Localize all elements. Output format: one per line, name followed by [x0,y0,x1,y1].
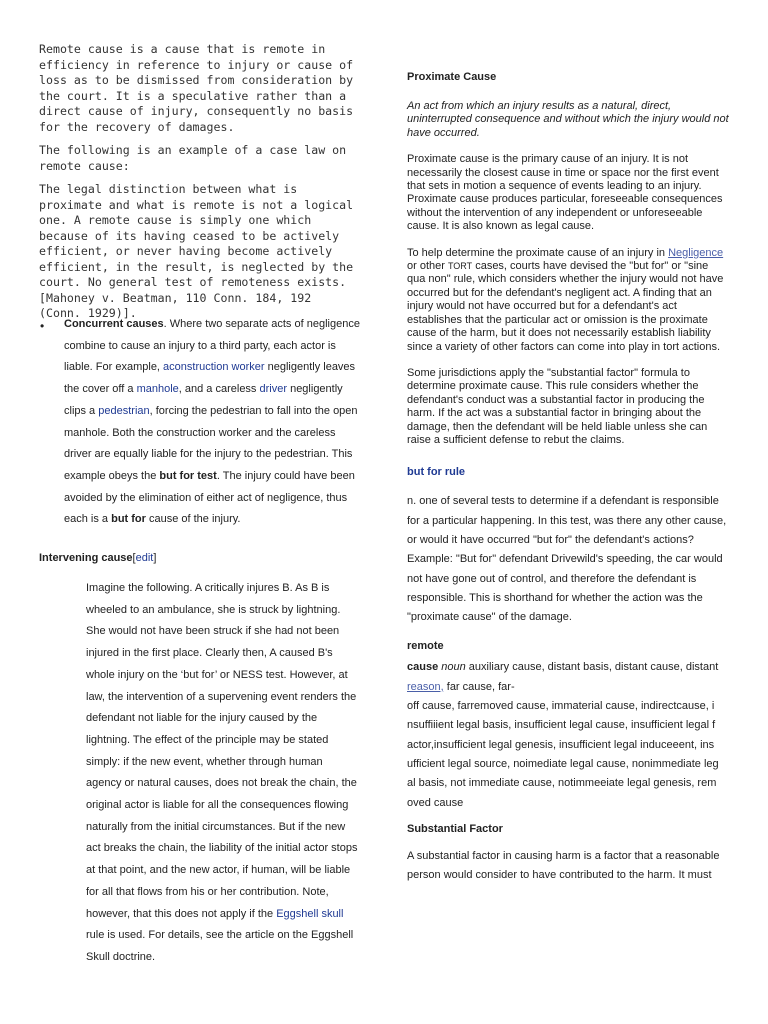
text-span: negligently clips a [64,383,343,417]
negligence-link[interactable]: Negligence [668,246,724,259]
but-for-rule-definition: n. one of several tests to determine if a defendant is responsible for a particular happening. In this test, was there any other cause, or would it have occurred "but for" the defendant's actions? Example: "But for" defendant Drivewild's speeding, the car would not have gone out of control, and therefore the defendant is responsible. This is shorthand for whether the action was the "proximate cause" of the damage. [407,495,727,624]
synonyms-line: ufficient legal source, noimediate legal cause, nonimmediate leg [407,757,719,770]
text-span: auxiliary cause, distant basis, distant cause, distant [465,661,719,674]
driver-link[interactable]: driver [259,383,288,396]
substantial-factor-heading: Substantial Factor [407,822,503,835]
headword: cause [407,661,439,674]
but-for-bold: but for [111,513,146,526]
text-span: rule is used. For details, see the article on the Eggshell Skull doctrine. [86,929,354,963]
but-for-test-bold: but for test [159,469,217,482]
substantial-factor-paragraph: Some jurisdictions apply the "substantial factor" formula to determine proximate cause. This rule considers whether the defendant's conduct was a substantial factor in producing the harm. If the act was a substantial factor in bringing about the damage, then the defendant will be held liable unless she can raise a sufficient defense to rebut the claims. [407,366,708,446]
edit-link[interactable]: edit [135,552,154,564]
bracket: [ [132,552,136,564]
proximate-cause-paragraph: Proximate cause is the primary cause of an injury. It is not necessarily the closest cause in time or space nor the first event that sets in motion a sequence of events leading to an injury. Proximate cause produces particular, foreseeable consequences without the intervention of any independent or unforeseeable cause. It is also known as legal cause. [407,153,723,233]
case-law-quote: The legal distinction between what is proximate and what is remote is not a logical one. A remote cause is simply one which because of its having ceased to be actively efficient, or never having become actively efficient, in the result, is neglected by the court. No general test of remoteness exists. [Mahoney v. Beatman, 110 Conn. 184, 192 (Conn. 1929)]. [39,182,354,320]
right-column [407,70,729,885]
left-column [39,42,357,322]
text-span: . Where two separate acts of negligence combine to cause an injury to a third party, each actor is liable. For example, [64,318,360,374]
synonyms-line: actor,insufficient legal genesis, insufficient legal induceeent, ins [407,738,715,751]
but-for-rule-heading: but for rule [407,466,466,479]
intervening-cause-text [86,578,358,969]
intervening-cause-heading [39,552,156,564]
text-span: or other [407,260,448,273]
but-for-rule-paragraph [407,247,729,354]
part-of-speech: noun [441,661,466,674]
text-span: . The injury could have been avoided by the elimination of either act of negligence, thus each is a [64,469,355,526]
text-span: far cause, far- [443,680,515,693]
text-span: cause of the injury. [145,513,241,526]
remote-heading: remote [407,640,444,653]
text-span: , forcing the pedestrian to fall into the open manhole. Both the construction worker and the careless driver are equally liable for the injury to the pedestrian. This example obeys the [64,404,358,482]
concurrent-causes-text [64,314,362,531]
synonyms-line: nsuffiiient legal basis, insufficient legal cause, insufficient legal f [407,719,716,732]
reason-link[interactable]: reason, [407,680,444,693]
synonyms-line [407,658,729,677]
tort-smallcaps: TORT [447,261,473,272]
remote-synonyms [407,658,729,812]
manhole-link[interactable]: manhole [136,383,179,396]
proximate-cause-definition: An act from which an injury results as a natural, direct, uninterrupted consequence and without which the injury would not have occurred. [407,100,729,139]
case-law-intro: The following is an example of a case law on remote cause: [39,143,347,173]
bracket: ] [153,552,157,564]
text-span: cases, courts have devised the "but for" or "sine qua non" rule, which considers whether the injury would not have occurred but for the defendant's negligent act. A finding that an injury would not have occurred but for a defendant's act establishes that the particular act or omission is the proximate cause of the harm, but it does not necessarily establish liability since a variety of other factors can come into play in tort actions. [407,260,724,353]
concurrent-causes-item [40,314,362,531]
text-span: negligently leaves the cover off a [64,361,356,396]
synonyms-line: off cause, farremoved cause, immaterial cause, indirectcause, i [407,700,715,713]
synonyms-line [407,678,729,697]
substantial-factor-definition: A substantial factor in causing harm is a factor that a reasonable person would consider to have contributed to the harm. It must [407,849,720,882]
heading-text: Intervening cause [39,552,133,564]
text-span: , and a careless [178,383,260,396]
text-span: To help determine the proximate cause of an injury in [407,246,669,259]
proximate-cause-heading: Proximate Cause [407,71,497,83]
synonyms-line: al basis, not immediate cause, notimmeeiate legal genesis, rem [407,777,717,790]
synonyms-line: oved cause [407,796,464,809]
remote-cause-paragraph: Remote cause is a cause that is remote in efficiency in reference to injury or cause of loss as to be dismissed from consideration by the court. It is a speculative rather than a direct cause of injury, consequently no basis for the recovery of damages. [39,42,354,134]
concurrent-causes-title: Concurrent causes [64,318,164,330]
text-span: Imagine the following. A critically injures B. As B is wheeled to an ambulance, she is struck by lightning. She would not have been struck if she had not been injured in the first place. Clearly then, A caused B's whole injury on the ‘but for’ or NESS test. However, at law, the intervention of a supervening event renders the defendant not liable for the injury caused by the lightning. The effect of the principle may be stated simply: if the new event, whether through human agency or natural causes, does not break the chain, the original actor is liable for all the consequences flowing naturally from the initial circumstances. But if the new act breaks the chain, the liability of the initial actor stops at that point, and the new actor, if human, will be liable for all that flows from his or her contribution. Note, however, that this does not apply if the [86,582,358,920]
pedestrian-link[interactable]: pedestrian [98,404,150,417]
eggshell-skull-link[interactable]: Eggshell skull [276,907,344,920]
bullet-icon: • [40,319,45,333]
intervening-cause-body [86,578,358,969]
construction-worker-link[interactable]: aconstruction worker [163,361,265,374]
